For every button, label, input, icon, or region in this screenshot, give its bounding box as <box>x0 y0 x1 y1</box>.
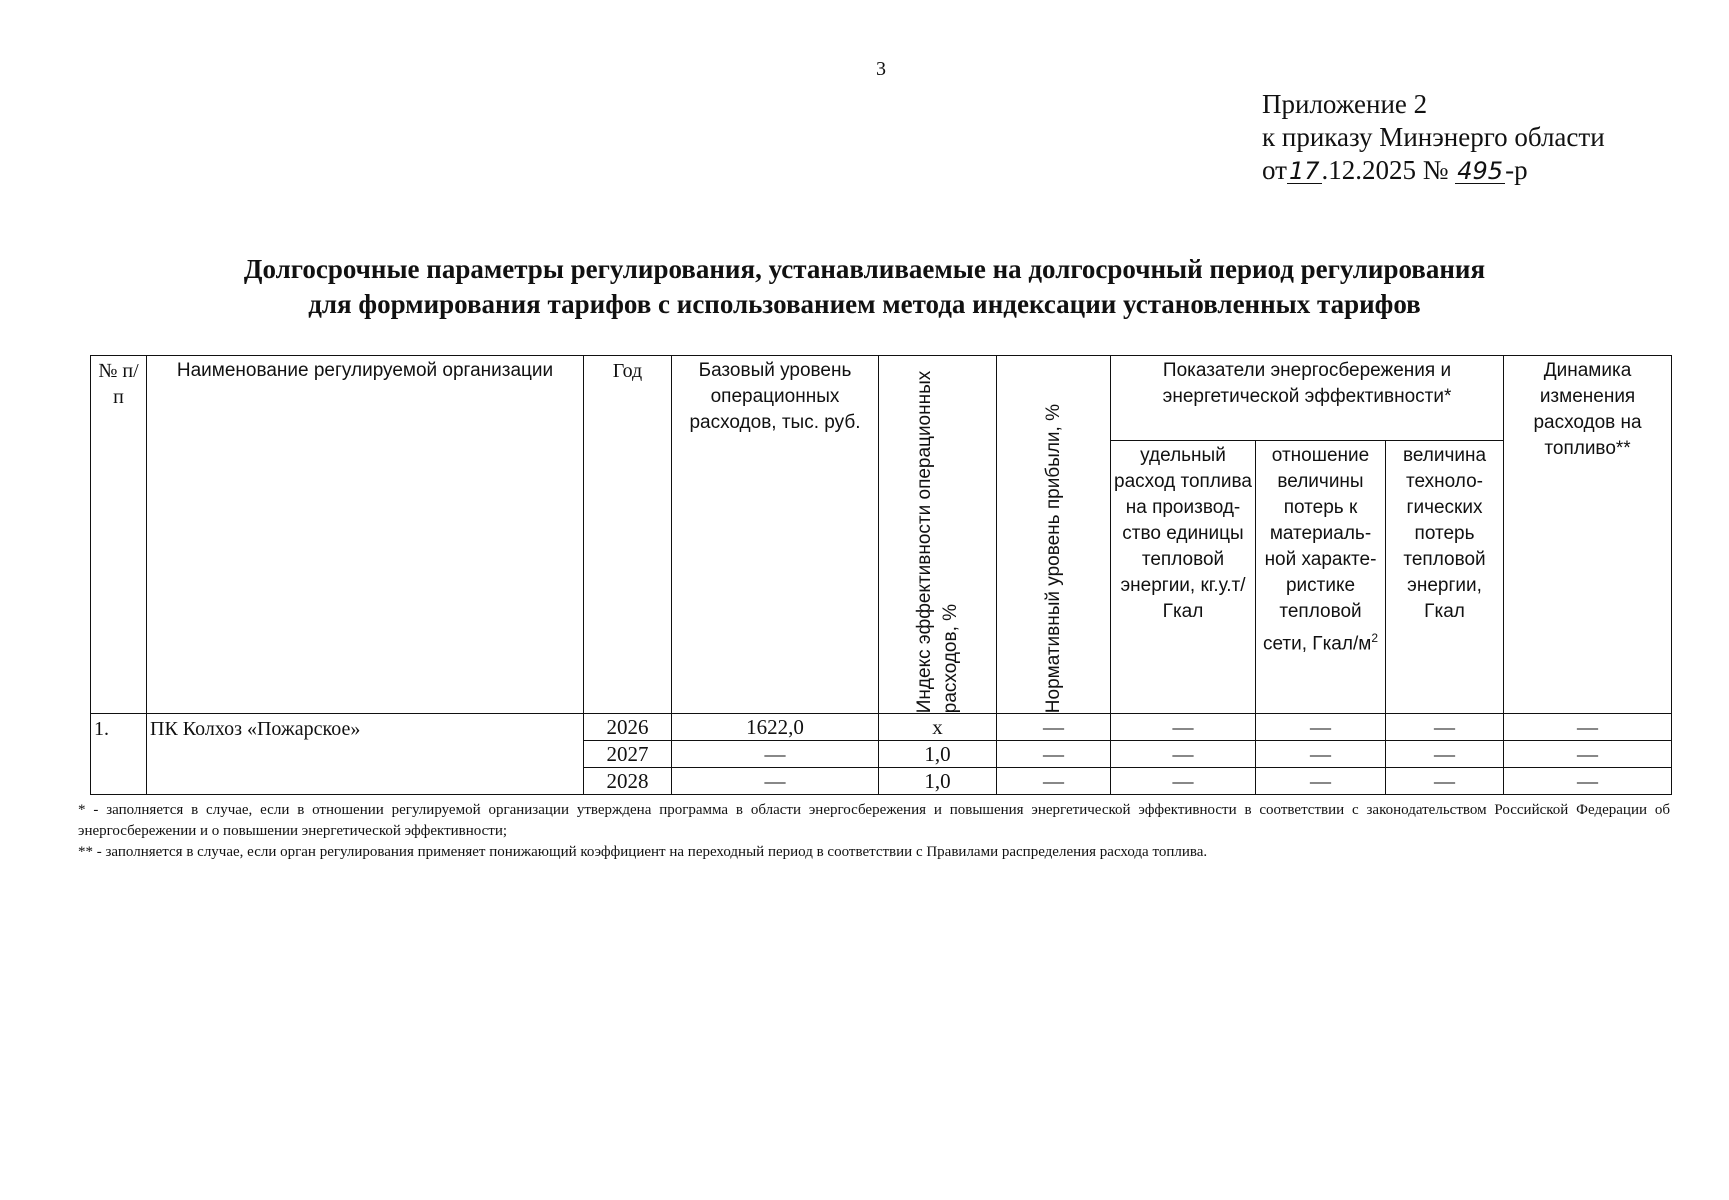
org-name: ПК Колхоз «Пожарское» <box>147 714 584 795</box>
date-prefix: от <box>1262 155 1287 185</box>
cell-base: — <box>672 741 879 768</box>
cell-fuel: — <box>1111 714 1256 741</box>
header-loss-ratio-cell <box>1256 441 1386 714</box>
footnote-two: ** - заполняется в случае, если орган регулирования применяет понижающий коэффициент на переходный период в соответствии с Правилами распределения расхода топлива. <box>78 844 1208 860</box>
appendix-date-line <box>1262 154 1605 187</box>
appendix-block <box>1262 88 1605 187</box>
page-number: 3 <box>876 58 886 80</box>
cell-loss: — <box>1256 741 1386 768</box>
title-line-1: Долгосрочные параметры регулирования, устанавливаемые на долгосрочный период регулирования <box>243 254 1486 284</box>
header-index-cell <box>879 356 997 714</box>
header-energy-group: Показатели энергосбережения и энергетической эффективности* <box>1111 356 1504 441</box>
cell-loss: — <box>1256 714 1386 741</box>
number-suffix: -р <box>1505 155 1528 185</box>
handwritten-day: 17 <box>1288 157 1320 185</box>
cell-base: 1622,0 <box>672 714 879 741</box>
header-row-1 <box>91 356 1672 441</box>
header-base: Базовый уровень операционных расходов, тыс. руб. <box>672 356 879 714</box>
header-profit: Нормативный уровень прибыли, % <box>1042 404 1064 714</box>
header-profit-cell <box>997 356 1111 714</box>
cell-tech: — <box>1386 768 1504 795</box>
footnotes <box>78 800 1670 863</box>
cell-profit: — <box>997 714 1111 741</box>
cell-index: 1,0 <box>879 768 997 795</box>
cell-year: 2027 <box>584 741 672 768</box>
header-loss-ratio: отношение величины потерь к материаль-ной характе-ристике тепловой сети, Гкал/м <box>1262 445 1377 655</box>
header-dynamics: Динамика изменения расходов на топливо** <box>1504 356 1672 714</box>
row-number: 1. <box>91 714 147 795</box>
footnote-one: * - заполняется в случае, если в отношении регулируемой организации утверждена программа в области энергосбережения и повышения энергетической эффективности в соответствии с законодательством Российской Федерации об энергосбережении и о повышении энергетической эффективности; <box>78 802 1670 839</box>
cell-dynamics: — <box>1504 768 1672 795</box>
cell-tech: — <box>1386 714 1504 741</box>
cell-index: x <box>879 714 997 741</box>
header-name: Наименование регулируемой организации <box>147 356 584 714</box>
cell-index: 1,0 <box>879 741 997 768</box>
cell-profit: — <box>997 768 1111 795</box>
cell-profit: — <box>997 741 1111 768</box>
cell-fuel: — <box>1111 741 1256 768</box>
header-fuel-rate: удельный расход топлива на производ-ство единицы тепловой энергии, кг.у.т/Гкал <box>1111 441 1256 714</box>
handwritten-number: 495 <box>1457 157 1504 185</box>
cell-dynamics: — <box>1504 741 1672 768</box>
appendix-title: Приложение 2 <box>1262 89 1428 119</box>
cell-dynamics: — <box>1504 714 1672 741</box>
cell-base: — <box>672 768 879 795</box>
cell-year: 2026 <box>584 714 672 741</box>
cell-tech: — <box>1386 741 1504 768</box>
header-loss-ratio-sup: 2 <box>1371 631 1378 645</box>
title-line-2: для формирования тарифов с использованием метода индексации установленных тарифов <box>308 289 1421 319</box>
cell-year: 2028 <box>584 768 672 795</box>
header-year: Год <box>584 356 672 714</box>
document-title <box>0 252 1729 322</box>
table-row <box>91 714 1672 741</box>
parameters-table <box>90 355 1672 795</box>
header-num: № п/п <box>91 356 147 714</box>
appendix-order-ref: к приказу Минэнерго области <box>1262 122 1605 152</box>
date-rest: .12.2025 № <box>1321 155 1449 185</box>
cell-fuel: — <box>1111 768 1256 795</box>
cell-loss: — <box>1256 768 1386 795</box>
header-tech-losses: величина техноло-гических потерь тепловой энергии, Гкал <box>1386 441 1504 714</box>
header-index: Индекс эффективности операционных расходов, % <box>913 370 961 714</box>
